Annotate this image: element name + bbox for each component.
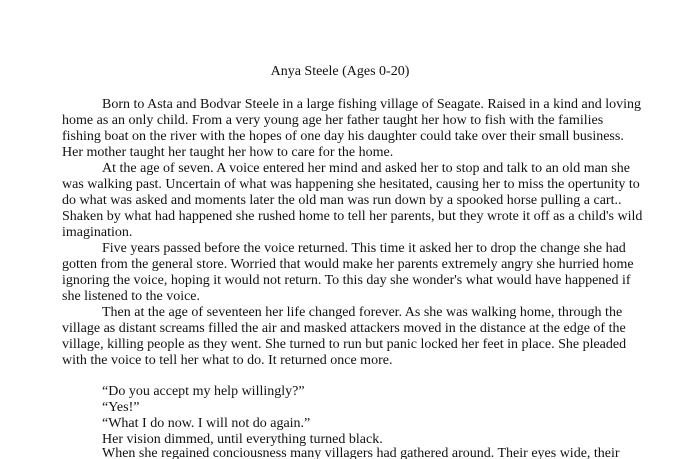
paragraph-2-line-4: Shaken by what had happened she rushed home to tell her parents, but they wrote it off as a child's wild [62, 209, 643, 224]
paragraph-1-line-3: fishing boat on the river with the hopes of one day his daughter could take over their small business. [62, 129, 624, 144]
paragraph-1-line-4: Her mother taught her taught her how to care for the home. [62, 145, 394, 160]
paragraph-3-line-2: gotten from the general store. Worried that would make her parents extremely angry she hurried home [62, 257, 634, 272]
final-paragraph-line-1: When she regained conciousness many villagers had gathered around. Their eyes wide, their [102, 446, 620, 459]
dialogue-line-4: Her vision dimmed, until everything turned black. [102, 432, 383, 447]
dialogue-line-1: “Do you accept my help willingly?” [102, 384, 305, 399]
paragraph-3-line-1: Five years passed before the voice returned. This time it asked her to drop the change she had [102, 241, 626, 256]
paragraph-1-line-1: Born to Asta and Bodvar Steele in a large fishing village of Seagate. Raised in a kind and loving [102, 97, 642, 112]
paragraph-2-line-2: was walking past. Uncertain of what was happening she hesitated, causing her to miss the opertunity to [62, 177, 640, 192]
paragraph-4-line-2: village as distant screams filled the air and masked attackers moved in the distance at the edge of the [62, 321, 626, 336]
dialogue-line-2: “Yes!” [102, 400, 140, 415]
paragraph-2-line-5: imagination. [62, 225, 133, 240]
paragraph-4-line-4: with the voice to tell her what to do. It returned once more. [62, 353, 393, 368]
paragraph-1-line-2: home as an only child. From a very young age her father taught her how to fish with the families [62, 113, 604, 128]
paragraph-3-line-4: she listened to the voice. [62, 289, 201, 304]
dialogue-line-3: “What I do now. I will not do again.” [102, 416, 311, 431]
paragraph-2-line-1: At the age of seven. A voice entered her mind and asked her to stop and talk to an old man she [102, 161, 630, 176]
paragraph-4-line-1: Then at the age of seventeen her life changed forever. As she was walking home, through the [102, 305, 623, 320]
paragraph-4-line-3: village, killing people as they went. She turned to run but panic locked her feet in place. She pleaded [62, 337, 627, 352]
paragraph-2-line-3: do what was asked and moments later the old man was run down by a spooked horse pulling a cart.. [62, 193, 622, 208]
paragraph-3-line-3: ignoring the voice, hoping it would not return. To this day she wonder's what would have happened if [62, 273, 631, 288]
document-title: Anya Steele (Ages 0-20) [270, 64, 410, 79]
